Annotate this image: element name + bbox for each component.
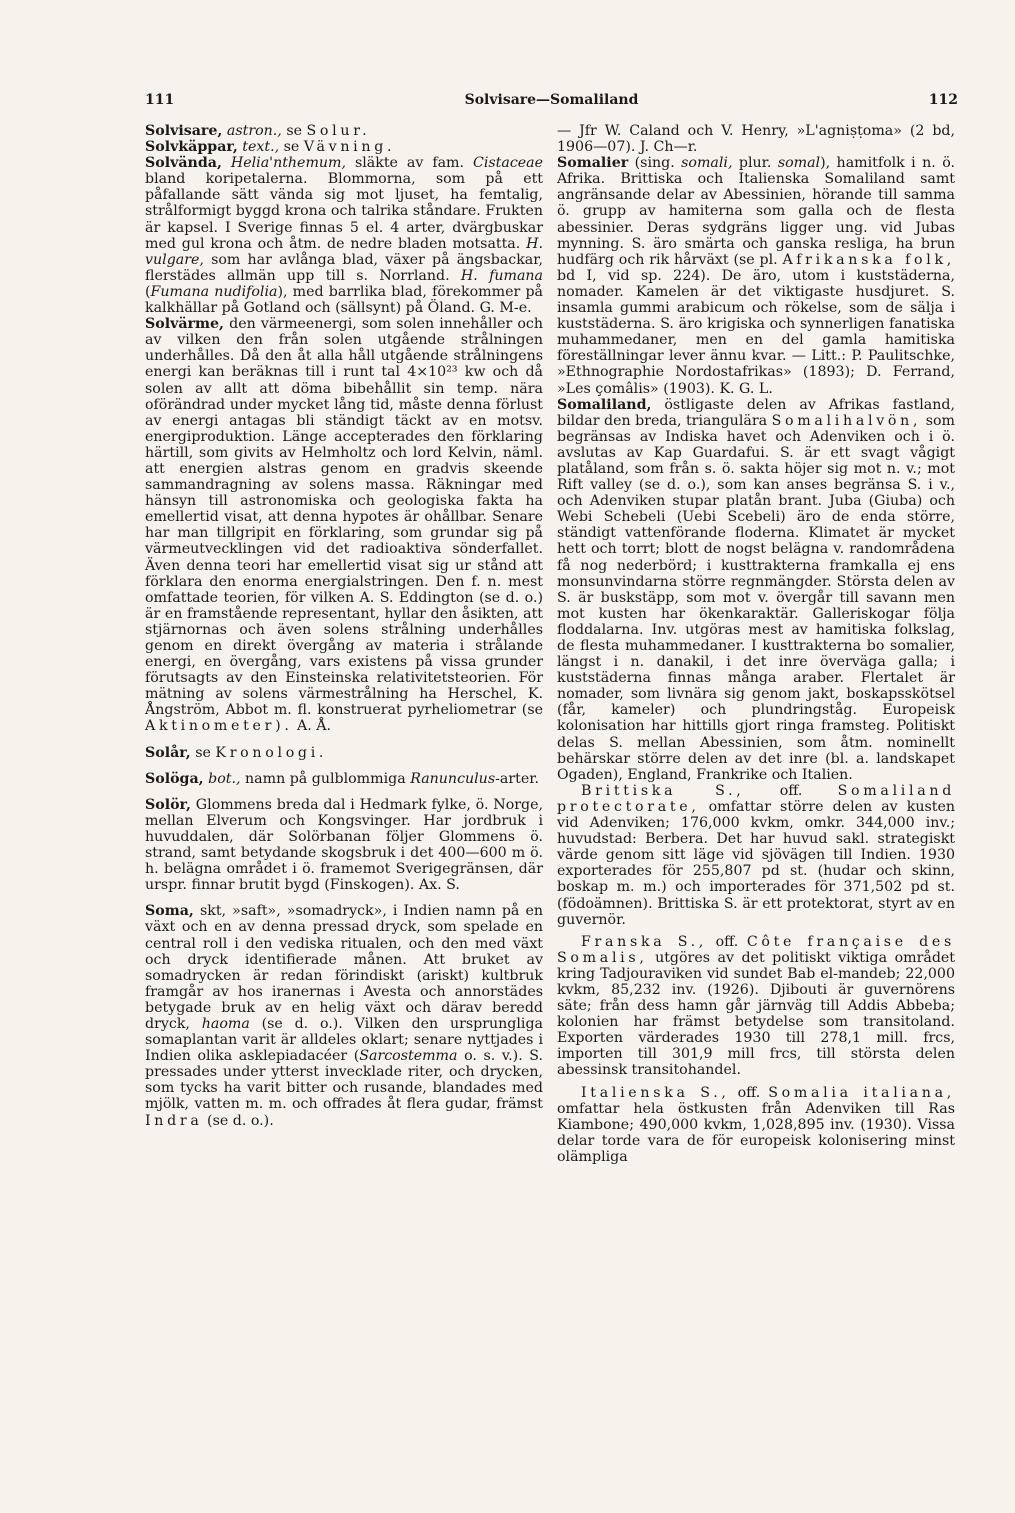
headword: Solör,: [145, 796, 191, 813]
headword: Solvkäppar,: [145, 139, 238, 156]
cross-reference: Vävning.: [303, 139, 396, 156]
entry-text: se: [283, 139, 300, 156]
author-signature: A. Å.: [297, 718, 332, 735]
subentry-italienska: [557, 1085, 955, 1165]
abbreviation: bot.,: [208, 770, 241, 787]
entry-solar: [145, 745, 543, 761]
headword: Solöga,: [145, 770, 204, 787]
official-name: Somalia italiana,: [768, 1084, 955, 1101]
entry-text: se: [286, 123, 302, 139]
entry-text: off.: [737, 1084, 761, 1101]
scientific-name: H. vulgare,: [145, 235, 543, 268]
entry-somaliland: [557, 397, 955, 783]
subentry-brittiska: [557, 783, 955, 928]
scientific-name: Helia'nthemum,: [230, 155, 347, 172]
headword: Somalier: [557, 155, 629, 172]
entry-text: -arter.: [495, 770, 539, 787]
entry-text: ), hamitfolk i n. ö. Afrika. Brittiska och Italienska Somaliland samt angränsande delar av Abessinien, hörande till samma ö. grupp av hamiterna som galla och de flesta abessinier. Deras sydgräns ligger ung. vid Jubas mynning. S. äro smärta och ganska resliga, ha brun hudfärg och rik hårväxt (se pl.: [557, 155, 955, 268]
entry-text: som har avlånga blad, växer på ängsbackar, flerstädes allmän upp till s. Norrland.: [145, 251, 543, 284]
entry-text: Glommens breda dal i Hedmark fylke, ö. Norge, mellan Elverum och Kongsvinger. Har jordbruk i huvuddalen, där Solörbanan följer Glommens ö. strand, samt betydande skogsbruk i det 400—600 m ö. h. belägna området i ö. framemot Sverigegränsen, där urspr. finnar brutit bygd (Finskogen).: [145, 796, 544, 894]
page-number-right: 112: [928, 92, 958, 108]
entry-text: off.: [715, 933, 739, 950]
headword: Solår,: [145, 744, 191, 761]
author-signature: Ax. S.: [418, 877, 460, 894]
subheading: Italienska S.,: [581, 1084, 730, 1101]
entry-solvisare: [145, 123, 543, 139]
cross-reference: Solur.: [306, 123, 371, 139]
abbreviation: text.,: [242, 139, 280, 156]
term: somali,: [681, 155, 733, 172]
page-title: Solvisare—Somaliland: [464, 92, 639, 108]
left-column: [145, 123, 543, 1129]
entry-text: (se d. o.).: [207, 1112, 274, 1129]
author-signature: G. M-e.: [479, 300, 532, 317]
cross-reference: Indra: [145, 1112, 203, 1129]
entry-text: plur.: [738, 155, 772, 172]
entry-text: namn på gulblommiga: [245, 770, 406, 787]
headword: Solvända,: [145, 155, 222, 172]
entry-text: omfattar större delen av kusten vid Adenviken; 176,000 kvkm, omkr. 344,000 inv.; huvudstad: Berbera. Det har huvud sakl. strategiskt värde genom sitt läge vid sjövägen till Indien. 1930 exporterades för 255,807 pd st. (hudar och skinn, boskap m. m.) och importerades för 371,502 pd st. (födoämnen). Brittiska S. är ett protektorat, styrt av en guvernör.: [557, 798, 955, 928]
entry-solor: [145, 797, 543, 894]
entry-text: utgöres av det politiskt viktiga området kring Tadjouraviken vid sundet Bab el-mandeb; 22,000 kvkm, 85,232 inv. (1926). Djibouti är guvernörens säte; från dess hamn går järnväg till Addis Abbeba; kolonien har främst betydelse som transitoland. Exporten värderades 1930 till 278,1 mill. frcs, importen till 301,9 mill frcs, till största delen abessinsk transitohandel.: [557, 949, 955, 1079]
scientific-name: Ranunculus: [410, 770, 496, 787]
scientific-name: Sarcostemma: [359, 1048, 458, 1065]
subentry-franska: [557, 934, 955, 1079]
scientific-name: Fumana nudifolia: [150, 283, 278, 300]
cross-reference: Afrikanska folk,: [782, 251, 955, 268]
entry-text: ), med barrlika blad, förekommer på kalkhällar på Gotland och (sällsynt) på Öland.: [145, 283, 543, 317]
page-number-left: 111: [145, 92, 175, 108]
entry-text: (sing.: [634, 155, 675, 172]
cross-reference: Kronologi.: [215, 744, 328, 761]
entry-solvanda: [145, 155, 543, 316]
entry-text: se: [195, 744, 211, 761]
entry-text: (se d. o.). Vilken den ursprungliga somaplantan varit är alldeles oklart; senare nyttjades i Indien olika asklepiadacéer (: [145, 1015, 544, 1065]
abbreviation: astron.,: [226, 123, 282, 139]
scientific-name: haoma: [201, 1015, 250, 1032]
cross-reference: Aktinometer).: [145, 718, 293, 735]
entry-text: o. s. v.). S. pressades under ytterst invecklade riter, och drycken, som tycks ha varit bitter och rusande, blandades med mjölk, vatten m. m. och offrades åt flera gudar, främst: [145, 1048, 544, 1113]
headword: Soma,: [145, 903, 194, 920]
entry-sologa: [145, 771, 543, 787]
subheading: Franska S.,: [581, 933, 707, 950]
headword: Solvisare,: [145, 123, 223, 139]
author-signature: K. G. L.: [719, 380, 773, 397]
cross-reference: Somalihalvön,: [771, 412, 922, 429]
right-column: [557, 123, 955, 1165]
entry-solvkappar: [145, 139, 543, 155]
scientific-name: Cistaceae: [472, 155, 544, 172]
headword: Somaliland,: [557, 396, 652, 413]
official-name: Somaliland protectorate,: [557, 782, 956, 815]
entry-text: östligaste delen av Afrikas fastland, bildar den breda, triangulära: [557, 396, 955, 429]
entry-text: omfattar hela östkusten från Adenviken till Ras Kiambone; 490,000 kvkm, 1,028,895 inv. (1930). Vissa delar torde vara de för europeisk kolonisering minst olämpliga: [557, 1100, 955, 1165]
entry-text: off.: [779, 782, 803, 799]
entry-soma: [145, 903, 543, 1128]
entry-solvarme: [145, 316, 543, 734]
entry-text: som begränsas av Indiska havet och Adenviken och i ö. avslutas av Kap Guardafui. S. är ett svagt vågigt platåland, som från s. ö. sakta höjer sig mot n. v.; mot Rift valley (se d. o.), som kan anses begränsa S. i v., och Adenviken stupar platån brant. Juba (Giuba) och Webi Schebeli (Uebi Scebeli) äro de enda större, ständigt vattenförande floderna. Klimatet är mycket hett och torrt; blott de nogst belägna v. randområdena få nog nederbörd; i kusttrakterna framkalla ej ens monsunvindarna större regnmängder. Största delen av S. är buskstäpp, som mot v. övergår till savann men mot kusten har ökenkaraktär. Galleriskogar följa floddalarna. Inv. utgöras mest av hamitiska folkslag, de flesta muhammedaner. I kusttrakterna bo somalier, längst i n. danakil, i det inre överväga galla; i kuststäderna finnas många araber. Flertalet är nomader, som livnära sig genom jakt, boskapsskötsel (får, kameler) och plundringståg. Europeisk kolonisation har hittills gjort ringa framsteg. Politiskt delas S. mellan Abessinien, som åtm. nominellt behärskar större delen av det inre (bl. a. landskapet Ogaden), England, Frankrike och Italien.: [557, 412, 955, 783]
entry-text: släkte av fam.: [354, 155, 465, 172]
entry-text: bland koripetalerna. Blommorna, som på ett påfallande sätt vända sig mot ljuset, ha femtalig, strålformigt byggd krona och talrika ståndare. Frukten är kapsel. I Sverige finnas 5 el. 4 arter, dvärgbuskar med gul krona och åtm. de nedre bladen motsatta.: [145, 171, 543, 252]
entry-text: (: [145, 283, 151, 300]
entry-text: den värmeenergi, som solen innehåller och av vilken den från solen utgående strålningen underhålles. Då den åt alla håll utgående strålningens energi kan beräknas till i runt tal 4×10²³ kw och då solen av allt att döma bibehållit sin temp. nära oförändrad under mycket lång tid, måste denna förlust av energi antagas bli ständigt täckt av en motsv. energiproduktion. Länge accepterades den förklaring härtill, som givits av Helmholtz och lord Kelvin, näml. att energien alstras genom en gradvis skeende sammandragning av solens massa. Räkningar med hänsyn till astronomiska och geologiska fakta ha emellertid visat, att denna hypotes är ohållbar. Senare har man tillgripit en förklaring, som grundar sig på värmeutvecklingen vid det radioaktiva sönderfallet. Även denna teori har emellertid visat sig ur stånd att förklara den enorma energialstringen. Den f. n. mest omfattade teorien, för vilken A. S. Eddington (se d. o.) är en framstående representant, hyllar den åsikten, att stjärnornas och även solens strålning underhålles genom en direkt övergång av materia i strålande energi, en övergång, vars existens på vissa grunder förutsagts av den Einsteinska relativitetsteorien. För mätning av solens värmestrålning ha Herschel, K. Ångström, Abbot m. fl. konstruerat pyrheliometrar (se: [145, 316, 544, 719]
entry-text: skt, »saft», »somadryck», i Indien namn på en växt och en av denna pressad dryck, som spelade en central roll i den vediska ritualen, och den med växt och dryck identifierade månen. Att bruket av somadrycken är redan förindiskt (ariskt) kultbruk framgår av hos iranernas i Avesta och annorstädes betygade bruk av en helig växt och därav beredd dryck,: [145, 903, 543, 1032]
entry-text: — Jfr W. Caland och V. Henry, »L'agniṣṭoma» (2 bd, 1906—07).: [557, 123, 955, 156]
entry-text: bd I, vid sp. 224). De äro, utom i kuststäderna, nomader. Kamelen är det viktigaste husdjuret. S. insamla gummi arabicum och rökelse, som de sälja i kuststäderna. S. äro krigiska och synnerligen fanatiska muhammedaner, men en del gamla hamitiska föreställningar lever ännu kvar. — Litt.: P. Paulitschke, »Ethnographie Nordostafrikas» (1893); D. Ferrand, »Les çomâlis» (1903).: [557, 267, 955, 397]
soma-literature: [557, 123, 955, 155]
subheading: Brittiska S.,: [581, 782, 745, 799]
scientific-name: H. fumana: [460, 267, 544, 284]
official-name: Côte française des Somalis,: [557, 933, 955, 966]
running-head: [145, 92, 958, 112]
author-signature: J. Ch—r.: [639, 139, 698, 156]
entry-somalier: [557, 155, 955, 396]
term: somal: [777, 155, 821, 172]
headword: Solvärme,: [145, 316, 224, 333]
